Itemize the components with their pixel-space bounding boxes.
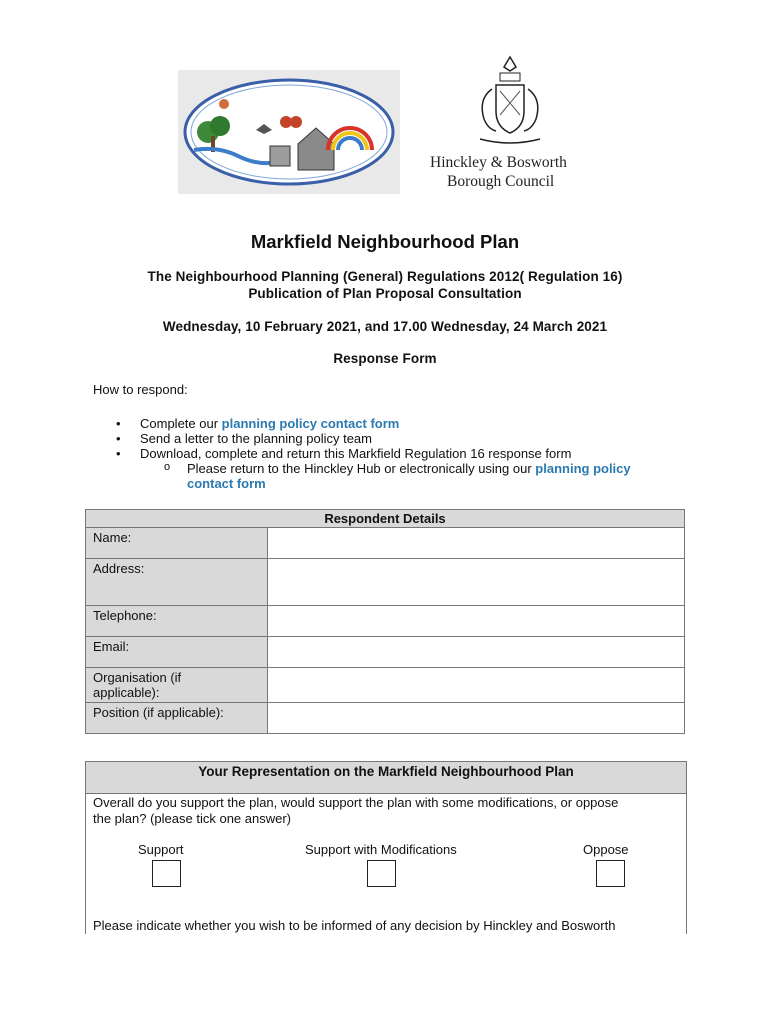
email-label: Email:: [86, 637, 268, 668]
organisation-label-line2: applicable):: [93, 685, 160, 700]
email-field[interactable]: [268, 637, 685, 668]
informed-decision-text: Please indicate whether you wish to be informed of any decision by Hinckley and Bosworth: [93, 918, 616, 933]
council-name-line1: Hinckley & Bosworth: [430, 154, 567, 171]
position-field[interactable]: [268, 703, 685, 734]
planning-policy-link-part2[interactable]: contact form: [187, 476, 266, 491]
option-support-label: Support: [138, 842, 184, 857]
organisation-field[interactable]: [268, 668, 685, 703]
telephone-label: Telephone:: [86, 606, 268, 637]
bullet1-text: Complete our: [140, 416, 222, 431]
telephone-field[interactable]: [268, 606, 685, 637]
document-title: Markfield Neighbourhood Plan: [250, 231, 520, 252]
oppose-checkbox[interactable]: [596, 860, 625, 887]
planning-policy-link-part1[interactable]: planning policy: [535, 461, 631, 476]
regulation-subtitle: The Neighbourhood Planning (General) Regulations 2012( Regulation 16): [147, 269, 623, 284]
name-field[interactable]: [268, 528, 685, 559]
bullet-contact-form: [140, 416, 399, 431]
sub-bullet-marker: o: [164, 461, 171, 473]
organisation-label-line1: Organisation (if: [93, 670, 182, 685]
option-oppose-label: Oppose: [583, 842, 629, 857]
consultation-dates: Wednesday, 10 February 2021, and 17.00 Wednesday, 24 March 2021: [162, 319, 608, 334]
bullet-send-letter: Send a letter to the planning policy team: [140, 431, 372, 446]
position-label: Position (if applicable):: [86, 703, 268, 734]
support-checkbox[interactable]: [152, 860, 181, 887]
neighbourhood-plan-logo: [178, 70, 400, 194]
support-with-modifications-checkbox[interactable]: [367, 860, 396, 887]
respondent-details-table: [85, 509, 685, 734]
sub-bullet-return: [187, 461, 631, 476]
bullet-dot-icon: •: [116, 431, 121, 446]
address-label: Address:: [86, 559, 268, 606]
address-field[interactable]: [268, 559, 685, 606]
support-question-line2: the plan? (please tick one answer): [93, 811, 292, 826]
consultation-subtitle: Publication of Plan Proposal Consultation: [248, 286, 522, 301]
bullet-download-form: Download, complete and return this Markfield Regulation 16 response form: [140, 446, 572, 461]
council-name-line2: Borough Council: [447, 173, 555, 190]
option-modifications-label: Support with Modifications: [305, 842, 457, 857]
council-crest-icon: [470, 55, 550, 150]
bullet-dot-icon: •: [116, 416, 121, 431]
bullet-dot-icon: •: [116, 446, 121, 461]
response-form-heading: Response Form: [333, 351, 437, 366]
representation-heading: Your Representation on the Markfield Neighbourhood Plan: [86, 762, 686, 794]
support-question-line1: Overall do you support the plan, would support the plan with some modifications, or oppose: [93, 795, 619, 810]
respondent-details-heading: Respondent Details: [86, 510, 685, 528]
organisation-label: [86, 668, 268, 703]
representation-section: [85, 761, 687, 934]
planning-policy-contact-form-link[interactable]: planning policy contact form: [221, 416, 400, 431]
name-label: Name:: [86, 528, 268, 559]
how-to-respond-label: How to respond:: [93, 382, 188, 397]
sub-bullet-text: Please return to the Hinckley Hub or electronically using our: [187, 461, 536, 476]
